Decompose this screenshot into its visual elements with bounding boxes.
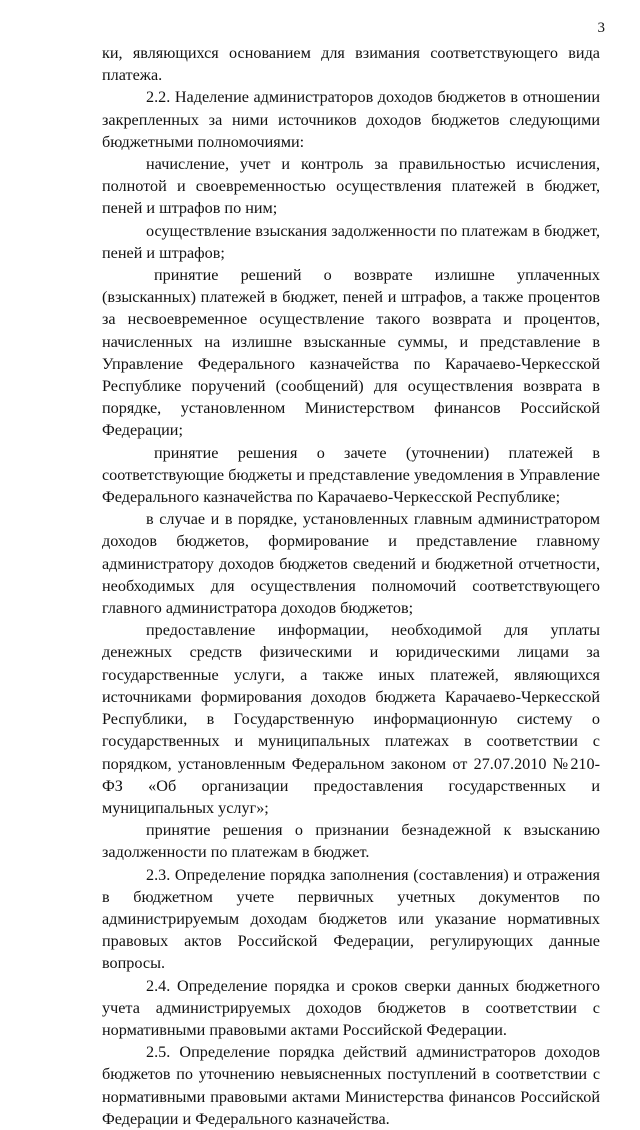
paragraph-item-accrual: начисление, учет и контроль за правильностью исчисления, полнотой и своевременностью осуществления платежей в бюджет, пеней и штрафов по ним; — [102, 155, 600, 218]
paragraph-item-bad-debt: принятие решения о признании безнадежной к взысканию задолженности по платежам в бюджет. — [102, 821, 600, 862]
paragraph-2-3: 2.3. Определение порядка заполнения (составления) и отражения в бюджетном учете первичных учетных документов по администрируемым доходам бюджетов или указание нормативных правовых актов Российской Федерации, регулирующих данные вопросы. — [102, 865, 600, 973]
paragraph-item-collection: осуществление взыскания задолженности по платежам в бюджет, пеней и штрафов; — [102, 221, 600, 262]
paragraph-continuation: ки, являющихся основанием для взимания соответствующего вида платежа. — [102, 44, 600, 85]
paragraph-2-2: 2.2. Наделение администраторов доходов бюджетов в отношении закрепленных за ними источников доходов бюджетов следующими бюджетными полномочиями: — [102, 88, 600, 151]
paragraph-item-offset: принятие решения о зачете (уточнении) платежей в соответствующие бюджеты и представление уведомления в Управление Федерального казначейства по Карачаево-Черкесской Республике; — [102, 443, 600, 507]
paragraph-item-refund: принятие решений о возврате излишне уплаченных (взысканных) платежей в бюджет, пеней и штрафов, а также процентов за несвоевременное осуществление такого возврата и процентов, начисленных на излишне взысканные суммы, и представление в Управление Федерального казначейства по Карачаево-Черкесской Республике поручений (сообщений) для осуществления возврата в порядке, установленном Министерством финансов Российской Федерации; — [102, 266, 600, 440]
paragraph-item-reporting: в случае и в порядке, установленных главным администратором доходов бюджетов, формирование и представление главному администратору доходов бюджетов сведений и бюджетной отчетности, необходимых для осуществления полномочий соответствующего главного администратора доходов бюджетов; — [102, 510, 600, 618]
paragraph-item-information: предоставление информации, необходимой для уплаты денежных средств физическими и юридическими лицами за государственные услуги, а также иных платежей, являющихся источниками формирования доходов бюджета Карачаево-Черкесской Республики, в Государственную информационную систему о государственных и муниципальных платежах в соответствии с порядком, установленным Федеральном законом от 27.07.2010 №210-ФЗ «Об организации предоставления государственных и муниципальных услуг»; — [102, 621, 600, 817]
paragraph-2-5: 2.5. Определение порядка действий администраторов доходов бюджетов по уточнению невыясненных поступлений в соответствии с нормативными правовыми актами Министерства финансов Российской Федерации и Федерального казначейства. — [102, 1043, 600, 1128]
paragraph-2-4: 2.4. Определение порядка и сроков сверки данных бюджетного учета администрируемых доходов бюджетов в соответствии с нормативными правовыми актами Российской Федерации. — [102, 976, 600, 1039]
page-number: 3 — [597, 20, 605, 36]
document-body — [102, 42, 600, 1130]
